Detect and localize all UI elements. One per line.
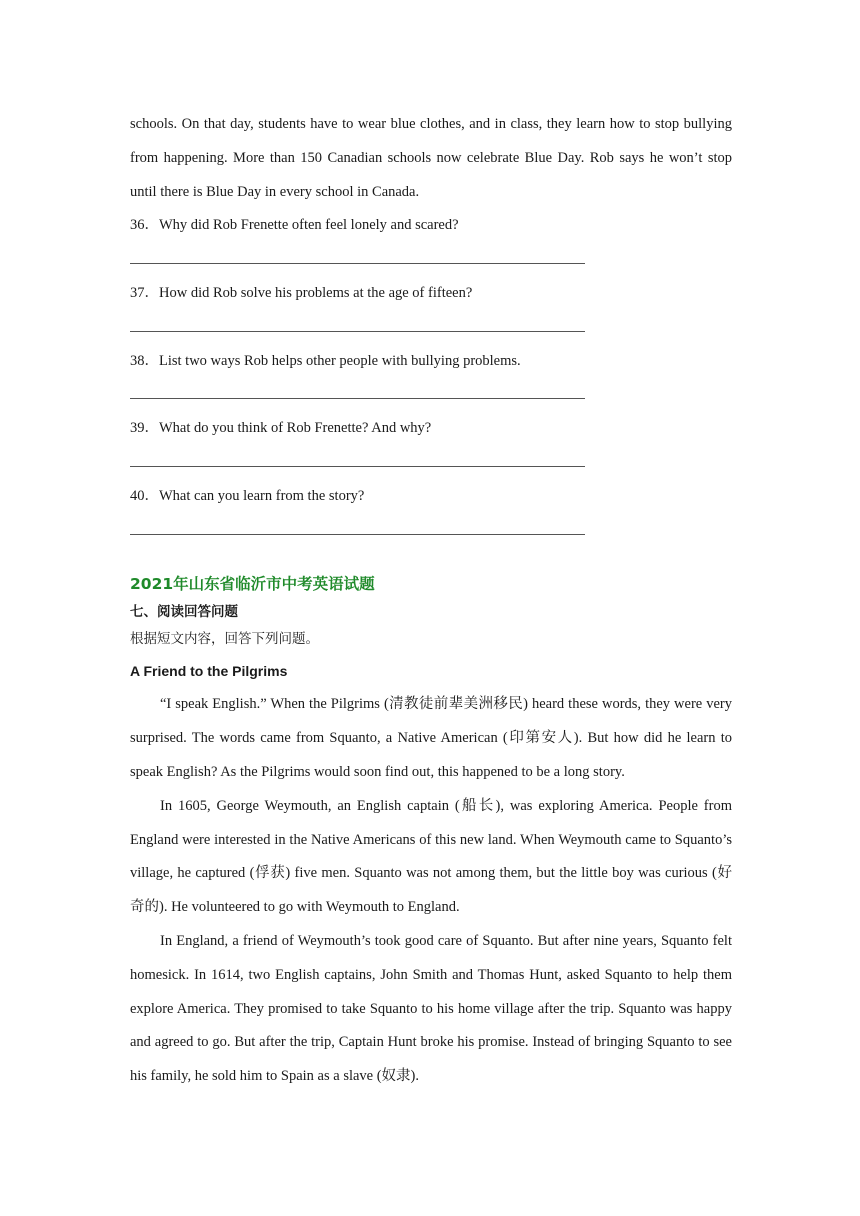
question-number: 36． [130,217,159,234]
question-item [130,345,732,413]
question-item [130,209,732,277]
document-page [130,108,732,1094]
question-item [130,480,732,548]
question-text: What can you learn from the story? [159,487,365,504]
answer-line[interactable] [130,446,732,480]
instruction-text: 根据短文内容，回答下列问题。 [130,631,319,648]
question-list [130,209,732,547]
section-spacer [130,547,732,569]
question-text: What do you think of Rob Frenette? And why? [159,420,432,437]
answer-line[interactable] [130,311,732,345]
question-number: 37． [130,284,159,301]
answer-line[interactable] [130,378,732,412]
question-text: List two ways Rob helps other people with bullying problems. [159,352,521,369]
answer-line[interactable] [130,243,732,277]
question-item [130,277,732,345]
story-paragraph: “I speak English.” When the Pilgrims (清教徒前辈美洲移民) heard these words, they were very surprised. The words came from Squanto, a Native American (印第安人). But how did he learn to speak English? As the Pilgrims would soon find out, this happened to be a long story. [130,696,732,780]
story-paragraph: In 1605, George Weymouth, an English captain (船长), was exploring America. People from England were interested in the Native Americans of this new land. When Weymouth came to Squanto’s village, he captured (俘获) five men. Squanto was not among them, but the little boy was curious (好奇的). He volunteered to go with Weymouth to England. [130,797,732,916]
passage-paragraph: schools. On that day, students have to wear blue clothes, and in class, they learn how to stop bullying from happening. More than 150 Canadian schools now celebrate Blue Day. Rob says he won’t stop until there is Blue Day in every school in Canada. [130,116,732,200]
question-number: 38． [130,352,159,369]
section-title: 2021年山东省临沂市中考英语试题 [130,575,375,594]
story-paragraph: In England, a friend of Weymouth’s took good care of Squanto. But after nine years, Squanto felt homesick. In 1614, two English captains, John Smith and Thomas Hunt, asked Squanto to help them explore America. They promised to take Squanto to his home village after the trip. Squanto was happy and agreed to go. But after the trip, Captain Hunt broke his promise. Instead of bringing Squanto to see his family, he sold him to Spain as a slave (奴隶). [130,932,732,1085]
question-text: How did Rob solve his problems at the age of fifteen? [159,284,473,301]
story-title: A Friend to the Pilgrims [130,663,288,680]
question-number: 40． [130,487,159,504]
question-text: Why did Rob Frenette often feel lonely and scared? [159,217,459,234]
question-number: 39． [130,420,159,437]
question-item [130,412,732,480]
answer-line[interactable] [130,514,732,548]
part-title: 七、阅读回答问题 [130,604,238,621]
